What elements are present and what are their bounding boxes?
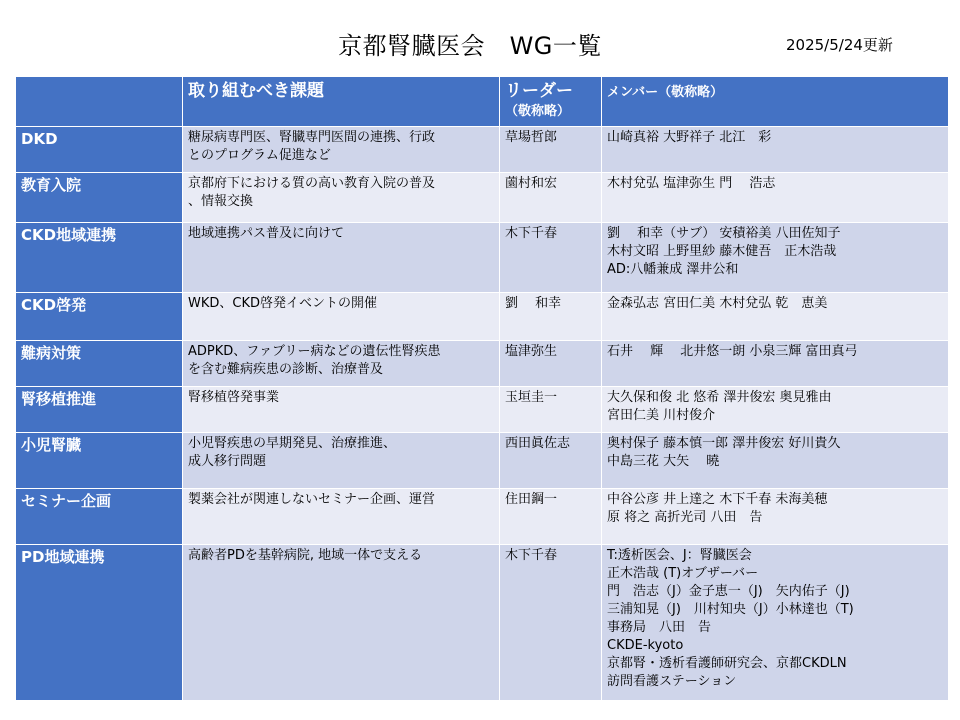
wg-member-line: 中谷公彦 井上達之 木下千春 未海美穂	[607, 492, 828, 507]
header-members-label: メンバー（敬称略）	[607, 85, 724, 100]
wg-topic-line: 腎移植啓発事業	[188, 390, 280, 405]
table-body	[16, 127, 949, 701]
wg-member-line: 事務局 八田 告	[607, 620, 712, 635]
wg-members	[602, 341, 949, 387]
wg-topic-line: ADPKD、ファブリー病などの遺伝性腎疾患	[188, 344, 441, 359]
wg-member-line: 宮田仁美 川村俊介	[607, 408, 716, 423]
wg-name: CKD啓発	[16, 293, 183, 341]
wg-member-line: T:透析医会、J：腎臓医会	[607, 548, 752, 563]
wg-leader: 西田眞佐志	[500, 433, 602, 489]
wg-topic	[183, 173, 500, 223]
wg-topic	[183, 387, 500, 433]
wg-member-line: 訪問看護ステーション	[607, 674, 737, 689]
wg-leader: 草場哲郎	[500, 127, 602, 173]
wg-name: PD地域連携	[16, 545, 183, 701]
header-topic: 取り組むべき課題	[183, 77, 500, 127]
wg-member-line: 木村文昭 上野里紗 藤木健吾 正木浩哉	[607, 244, 837, 259]
wg-member-line: 山崎真裕 大野祥子 北江 彩	[607, 130, 772, 145]
wg-member-line: AD:八幡兼成 澤井公和	[607, 262, 739, 277]
wg-leader: 木下千春	[500, 223, 602, 293]
wg-member-line: 原 将之 高折光司 八田 告	[607, 510, 763, 525]
wg-members	[602, 545, 949, 701]
wg-member-line: 木村兌弘 塩津弥生 門 浩志	[607, 176, 776, 191]
wg-topic	[183, 223, 500, 293]
wg-name: 腎移植推進	[16, 387, 183, 433]
header-members	[602, 77, 949, 127]
wg-member-line: 三浦知晃（J) 川村知央（J）小林達也（T)	[607, 602, 854, 617]
wg-table	[15, 76, 949, 701]
table-row	[16, 173, 949, 223]
wg-member-line: 金森弘志 宮田仁美 木村兌弘 乾 恵美	[607, 296, 828, 311]
wg-member-line: CKDE-kyoto	[607, 638, 684, 653]
wg-topic-line: 成人移行問題	[188, 454, 267, 469]
table-row	[16, 387, 949, 433]
wg-topic	[183, 341, 500, 387]
header-leader-note: （敬称略）	[505, 104, 571, 119]
wg-topic-line: 地域連携パス普及に向けて	[188, 226, 345, 241]
updated-date: 2025/5/24更新	[786, 36, 893, 54]
wg-members	[602, 127, 949, 173]
wg-topic	[183, 293, 500, 341]
wg-topic	[183, 489, 500, 545]
wg-members	[602, 173, 949, 223]
wg-member-line: 大久保和俊 北 悠希 澤井俊宏 奥見雅由	[607, 390, 832, 405]
table-row	[16, 223, 949, 293]
wg-leader: 木下千春	[500, 545, 602, 701]
wg-name: 小児腎臓	[16, 433, 183, 489]
table-row	[16, 489, 949, 545]
wg-member-line: 門 浩志（J）金子恵一（J) 矢内佑子（J)	[607, 584, 850, 599]
wg-member-line: 奥村保子 藤本慎一郎 澤井俊宏 好川貴久	[607, 436, 841, 451]
wg-name: 難病対策	[16, 341, 183, 387]
table-row	[16, 127, 949, 173]
wg-topic-line: を含む難病疾患の診断、治療普及	[188, 362, 384, 377]
table-row	[16, 341, 949, 387]
wg-leader: 塩津弥生	[500, 341, 602, 387]
table-header-row	[16, 77, 949, 127]
wg-leader: 住田鋼一	[500, 489, 602, 545]
wg-topic-line: 、情報交換	[188, 194, 254, 209]
wg-topic-line: 製薬会社が関連しないセミナー企画、運営	[188, 492, 436, 507]
wg-topic-line: 高齢者PDを基幹病院, 地域一体で支える	[188, 548, 423, 563]
wg-members	[602, 433, 949, 489]
wg-topic-line: とのプログラム促進など	[188, 148, 331, 163]
wg-leader: 玉垣圭一	[500, 387, 602, 433]
wg-leader: 薗村和宏	[500, 173, 602, 223]
header-blank	[16, 77, 183, 127]
wg-member-line: 京都腎・透析看護師研究会、京都CKDLN	[607, 656, 847, 671]
page-title: 京都腎臓医会 WG一覧	[338, 32, 602, 60]
table-row	[16, 433, 949, 489]
header-leader-label: リーダー	[505, 81, 573, 101]
wg-topic-line: 糖尿病専門医、腎臓専門医間の連携、行政	[188, 130, 436, 145]
table-row	[16, 545, 949, 701]
wg-member-line: 劉 和幸（サブ） 安積裕美 八田佐知子	[607, 226, 841, 241]
wg-member-line: 石井 輝 北井悠一朗 小泉三輝 富田真弓	[607, 344, 858, 359]
header-leader	[500, 77, 602, 127]
wg-topic	[183, 433, 500, 489]
wg-member-line: 正木浩哉 (T)オブザーバー	[607, 566, 759, 581]
table-row	[16, 293, 949, 341]
wg-members	[602, 293, 949, 341]
wg-topic-line: 小児腎疾患の早期発見、治療推進、	[188, 436, 397, 451]
wg-member-line: 中島三花 大矢 曉	[607, 454, 720, 469]
wg-topic	[183, 127, 500, 173]
wg-leader: 劉 和幸	[500, 293, 602, 341]
wg-members	[602, 387, 949, 433]
wg-name: セミナー企画	[16, 489, 183, 545]
wg-topic-line: WKD、CKD啓発イベントの開催	[188, 296, 378, 311]
wg-members	[602, 489, 949, 545]
wg-members	[602, 223, 949, 293]
wg-name: CKD地域連携	[16, 223, 183, 293]
wg-name: DKD	[16, 127, 183, 173]
wg-topic	[183, 545, 500, 701]
wg-topic-line: 京都府下における質の高い教育入院の普及	[188, 176, 436, 191]
wg-name: 教育入院	[16, 173, 183, 223]
